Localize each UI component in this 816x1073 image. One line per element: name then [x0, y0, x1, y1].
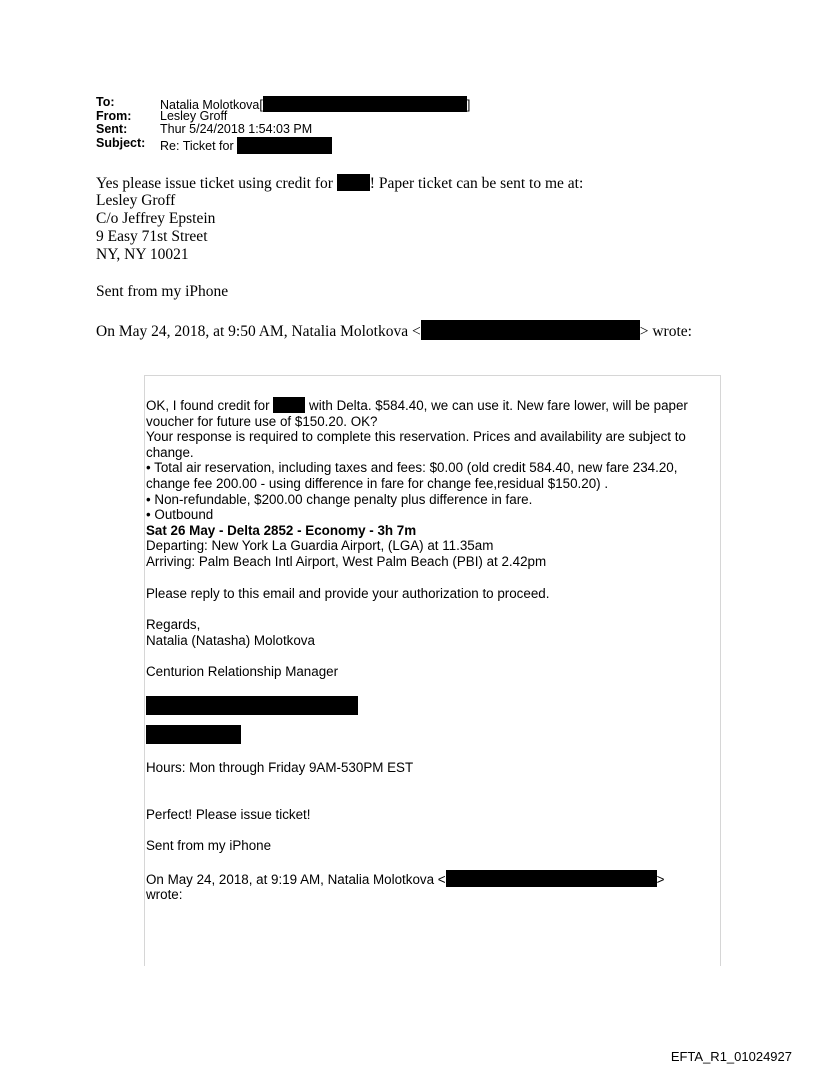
quoted-text: with Delta. $584.40, we can use it. New fare lower, will be paper	[309, 398, 688, 413]
quoted-text: OK, I found credit for	[146, 398, 270, 413]
quoted-message	[146, 397, 718, 903]
quoted-line: Your response is required to complete this reservation. Prices and availability are subject to	[146, 429, 686, 445]
body-text: Yes please issue ticket using credit for	[96, 175, 333, 192]
reply-header-line	[96, 320, 692, 338]
document-id: EFTA_R1_01024927	[670, 1049, 792, 1064]
quoted-line: • Non-refundable, $200.00 change penalty plus difference in fare.	[146, 491, 533, 507]
quoted-line: change fee 200.00 - using difference in fare for change fee,residual $150.20) .	[146, 475, 609, 491]
redaction-block	[263, 96, 467, 112]
hours-line: Hours: Mon through Friday 9AM-530PM EST	[146, 759, 414, 775]
redaction-block	[421, 320, 640, 340]
address-line: C/o Jeffrey Epstein	[96, 210, 216, 227]
redaction-block	[273, 397, 305, 413]
address-line: NY, NY 10021	[96, 246, 189, 263]
quoted-line: change.	[146, 444, 194, 460]
quoted-line: • Outbound	[146, 507, 214, 523]
subject-label: Subject:	[96, 135, 146, 150]
email-body	[96, 174, 692, 338]
perfect-line: Perfect! Please issue ticket!	[146, 806, 311, 822]
subject-value: Re: Ticket for	[160, 138, 234, 153]
to-row	[96, 96, 470, 110]
body-text: > wrote:	[639, 323, 692, 340]
from-value: Lesley Groff	[160, 108, 228, 123]
sent-row	[96, 123, 470, 137]
redaction-block	[446, 870, 657, 887]
sent-label: Sent:	[96, 122, 128, 136]
address-line: Lesley Groff	[96, 192, 176, 209]
sent-from-line: Sent from my iPhone	[96, 283, 229, 300]
quoted-line: wrote:	[146, 887, 183, 903]
quoted-line	[146, 397, 718, 414]
arriving-line: Arriving: Palm Beach Intl Airport, West Palm Beach (PBI) at 2.42pm	[146, 553, 547, 569]
to-value: Natalia Molotkova[	[160, 98, 263, 112]
regards-line: Regards,	[146, 617, 201, 633]
redaction-block	[146, 696, 358, 715]
quoted-text: On May 24, 2018, at 9:19 AM, Natalia Molotkova <	[146, 871, 446, 887]
to-close: ]	[466, 98, 471, 112]
address-line: 9 Easy 71st Street	[96, 228, 208, 245]
body-text: ! Paper ticket can be sent to me at:	[369, 175, 584, 192]
quoted-text: >	[656, 871, 665, 887]
email-header	[96, 95, 471, 153]
reply-header-line	[146, 870, 718, 888]
redaction-block	[146, 725, 241, 744]
redaction-block	[237, 137, 332, 154]
to-label: To:	[96, 95, 115, 109]
signature-name: Natalia (Natasha) Molotkova	[146, 632, 315, 648]
signature-title: Centurion Relationship Manager	[146, 664, 339, 680]
flight-summary: Sat 26 May - Delta 2852 - Economy - 3h 7m	[146, 522, 417, 538]
body-text: On May 24, 2018, at 9:50 AM, Natalia Molotkova <	[96, 323, 421, 340]
body-line	[96, 174, 692, 192]
sent-from-line: Sent from my iPhone	[146, 838, 272, 854]
reply-instruction: Please reply to this email and provide your authorization to proceed.	[146, 585, 550, 601]
from-label: From:	[96, 108, 132, 123]
departing-line: Departing: New York La Guardia Airport, (LGA) at 11.35am	[146, 538, 494, 554]
subject-row	[96, 137, 470, 151]
sent-value: Thur 5/24/2018 1:54:03 PM	[160, 122, 313, 136]
quoted-line: voucher for future use of $150.20. OK?	[146, 413, 378, 429]
redaction-block	[337, 174, 370, 191]
quoted-line: • Total air reservation, including taxes and fees: $0.00 (old credit 584.40, new fare 234.20,	[146, 460, 678, 476]
